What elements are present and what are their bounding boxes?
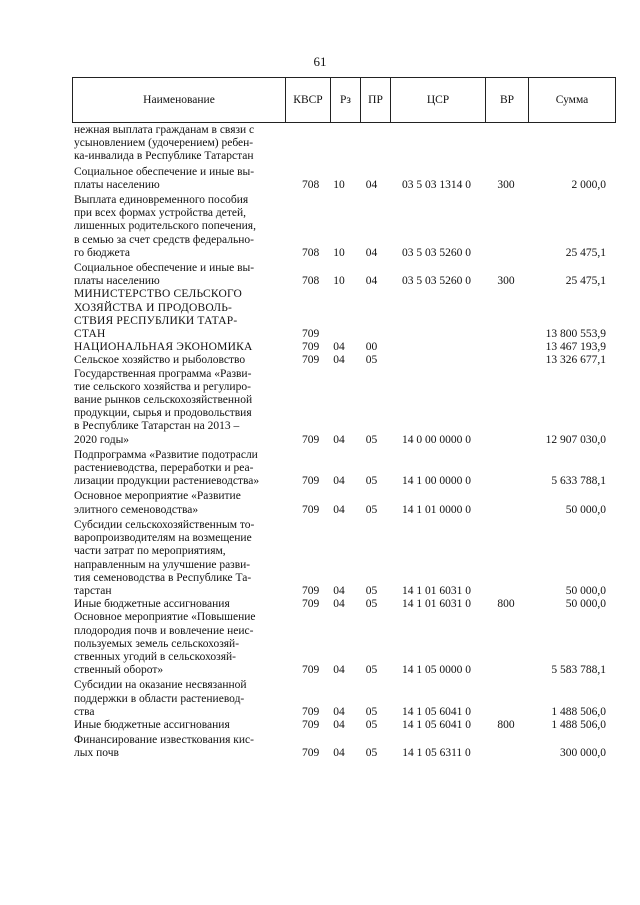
- row-name: Социальное обеспечение и иные вы- платы населению: [74, 165, 255, 191]
- row-csr: 14 1 01 6031 0: [402, 598, 471, 611]
- row-pr: 05: [365, 584, 378, 597]
- row-rz: 04: [333, 475, 345, 488]
- row-rz: 04: [333, 718, 345, 731]
- row-sum: 2 000,0: [571, 178, 606, 191]
- row-pr: 05: [365, 718, 378, 731]
- row-kvsr: 709: [302, 433, 320, 446]
- row-sum: 13 467 193,9: [545, 341, 606, 354]
- row-name: нежная выплата гражданам в связи с усыновлением (удочерением) ребен- ка-инвалида в Республике Татарстан: [74, 124, 255, 163]
- row-pr: 05: [365, 433, 378, 446]
- row-name: Субсидии сельскохозяйственным то- варопроизводителям на возмещение части затрат по мероприятиям, направленным на улучшение разви- тия семеноводства в Республике Та- тарстан: [74, 518, 255, 597]
- header-vr: ВР: [486, 78, 529, 122]
- table-row: [74, 262, 614, 288]
- row-sum: 50 000,0: [565, 598, 606, 611]
- table-row: [74, 519, 614, 598]
- table-row: [74, 598, 614, 611]
- row-csr: 14 1 01 6031 0: [402, 584, 471, 597]
- table-row: [74, 166, 614, 192]
- row-pr: 05: [365, 598, 378, 611]
- row-vr: 300: [497, 178, 515, 191]
- row-csr: 14 1 01 0000 0: [402, 503, 471, 516]
- row-pr: 04: [365, 178, 378, 191]
- row-rz: 04: [333, 354, 345, 367]
- row-pr: 05: [365, 475, 378, 488]
- row-name: Социальное обеспечение и иные вы- платы населению: [74, 262, 255, 288]
- row-pr: 05: [365, 664, 378, 677]
- row-name: Сельское хозяйство и рыболовство: [74, 354, 246, 367]
- row-kvsr: 709: [302, 584, 320, 597]
- row-rz: 04: [333, 341, 345, 354]
- row-sum: 5 583 788,1: [551, 664, 606, 677]
- row-csr: 03 5 03 5260 0: [402, 275, 471, 288]
- row-name: Основное мероприятие «Развитие элитного семеноводства»: [74, 490, 241, 516]
- row-vr: 300: [497, 275, 515, 288]
- row-sum: 50 000,0: [565, 503, 606, 516]
- table-row: [74, 490, 614, 516]
- table-row: [74, 719, 614, 732]
- header-kvsr: КВСР: [286, 78, 331, 122]
- row-name: Основное мероприятие «Повышение плодородия почв и вовлечение неис- пользуемых земель сельскохозяй- ственных угодий в сельскохозяй- ственный оборот»: [74, 611, 256, 677]
- row-vr: 800: [497, 598, 515, 611]
- row-name: НАЦИОНАЛЬНАЯ ЭКОНОМИКА: [74, 341, 253, 354]
- row-csr: 03 5 03 5260 0: [402, 246, 471, 259]
- table-header: [72, 77, 616, 123]
- table-row: [74, 449, 614, 489]
- table-row: [74, 341, 614, 354]
- row-rz: 04: [333, 747, 345, 760]
- row-name: Иные бюджетные ассигнования: [74, 598, 230, 611]
- table-row: [74, 368, 614, 447]
- row-kvsr: 709: [302, 718, 320, 731]
- row-rz: 10: [333, 275, 345, 288]
- row-csr: 14 1 05 6041 0: [402, 705, 471, 718]
- row-name: Иные бюджетные ассигнования: [74, 718, 230, 731]
- row-rz: 04: [333, 503, 345, 516]
- row-name: Выплата единовременного пособия при всех формах устройства детей, лишенных родительского попечения, в семью за счет средств федерально- го бюджета: [74, 194, 256, 259]
- page-number: 61: [313, 54, 327, 69]
- row-kvsr: 709: [302, 664, 320, 677]
- table-body: [74, 124, 614, 761]
- row-kvsr: 708: [302, 178, 320, 191]
- table-row: [74, 734, 614, 760]
- header-sum: Сумма: [555, 94, 589, 106]
- row-sum: 12 907 030,0: [545, 433, 606, 446]
- row-kvsr: 709: [302, 341, 320, 354]
- row-pr: 05: [365, 354, 378, 367]
- row-kvsr: 709: [302, 503, 320, 516]
- row-csr: 14 1 05 6311 0: [402, 747, 471, 760]
- table-row: [74, 124, 614, 164]
- row-sum: 25 475,1: [565, 275, 606, 288]
- header-rz: Рз: [331, 78, 361, 122]
- row-kvsr: 709: [302, 328, 320, 341]
- table-row: [74, 679, 614, 719]
- row-csr: 03 5 03 1314 0: [402, 178, 471, 191]
- row-sum: 13 326 677,1: [545, 354, 606, 367]
- row-sum: 50 000,0: [565, 584, 606, 597]
- row-rz: 04: [333, 705, 345, 718]
- row-rz: 10: [333, 178, 345, 191]
- row-name: Финансирование известкования кис- лых почв: [74, 734, 254, 760]
- row-vr: 800: [497, 718, 515, 731]
- row-name: Государственная программа «Разви- тие сельского хозяйства и регулиро- вание рынков сельскохозяйственной продукции, сырья и продовольствия в Республике Татарстан на 2013 – 2020 годы»: [74, 367, 253, 446]
- row-rz: 04: [333, 584, 345, 597]
- row-name: МИНИСТЕРСТВО СЕЛЬСКОГО ХОЗЯЙСТВА И ПРОДОВОЛЬ- СТВИЯ РЕСПУБЛИКИ ТАТАР- СТАН: [74, 288, 243, 341]
- table-row: [74, 354, 614, 367]
- row-sum: 300 000,0: [560, 747, 606, 760]
- row-sum: 1 488 506,0: [551, 705, 606, 718]
- row-pr: 05: [365, 747, 378, 760]
- row-name: Подпрограмма «Развитие подотрасли растениеводства, переработки и реа- лизации продукции растениеводства»: [74, 448, 260, 488]
- row-rz: 04: [333, 433, 345, 446]
- row-pr: 04: [365, 246, 378, 259]
- row-pr: 00: [365, 341, 378, 354]
- row-csr: 14 1 05 6041 0: [402, 718, 471, 731]
- row-kvsr: 709: [302, 598, 320, 611]
- row-pr: 05: [365, 503, 378, 516]
- row-kvsr: 709: [302, 705, 320, 718]
- table-row: [74, 194, 614, 260]
- row-rz: 04: [333, 598, 345, 611]
- row-pr: 05: [365, 705, 378, 718]
- row-kvsr: 708: [302, 246, 320, 259]
- row-rz: 10: [333, 246, 345, 259]
- row-kvsr: 709: [302, 747, 320, 760]
- row-sum: 1 488 506,0: [551, 718, 606, 731]
- row-kvsr: 709: [302, 475, 320, 488]
- row-sum: 5 633 788,1: [551, 475, 606, 488]
- row-sum: 13 800 553,9: [545, 328, 606, 341]
- row-csr: 14 0 00 0000 0: [402, 433, 471, 446]
- row-csr: 14 1 00 0000 0: [402, 475, 471, 488]
- row-sum: 25 475,1: [565, 246, 606, 259]
- row-name: Субсидии на оказание несвязанной поддержки в области растениевод- ства: [74, 679, 247, 718]
- row-rz: 04: [333, 664, 345, 677]
- header-name: Наименование: [73, 78, 286, 122]
- row-csr: 14 1 05 0000 0: [402, 664, 471, 677]
- table-row: [74, 288, 614, 341]
- header-csr: ЦСР: [391, 78, 486, 122]
- row-kvsr: 708: [302, 275, 320, 288]
- header-pr: ПР: [361, 78, 391, 122]
- row-pr: 04: [365, 275, 378, 288]
- row-kvsr: 709: [302, 354, 320, 367]
- table-row: [74, 611, 614, 677]
